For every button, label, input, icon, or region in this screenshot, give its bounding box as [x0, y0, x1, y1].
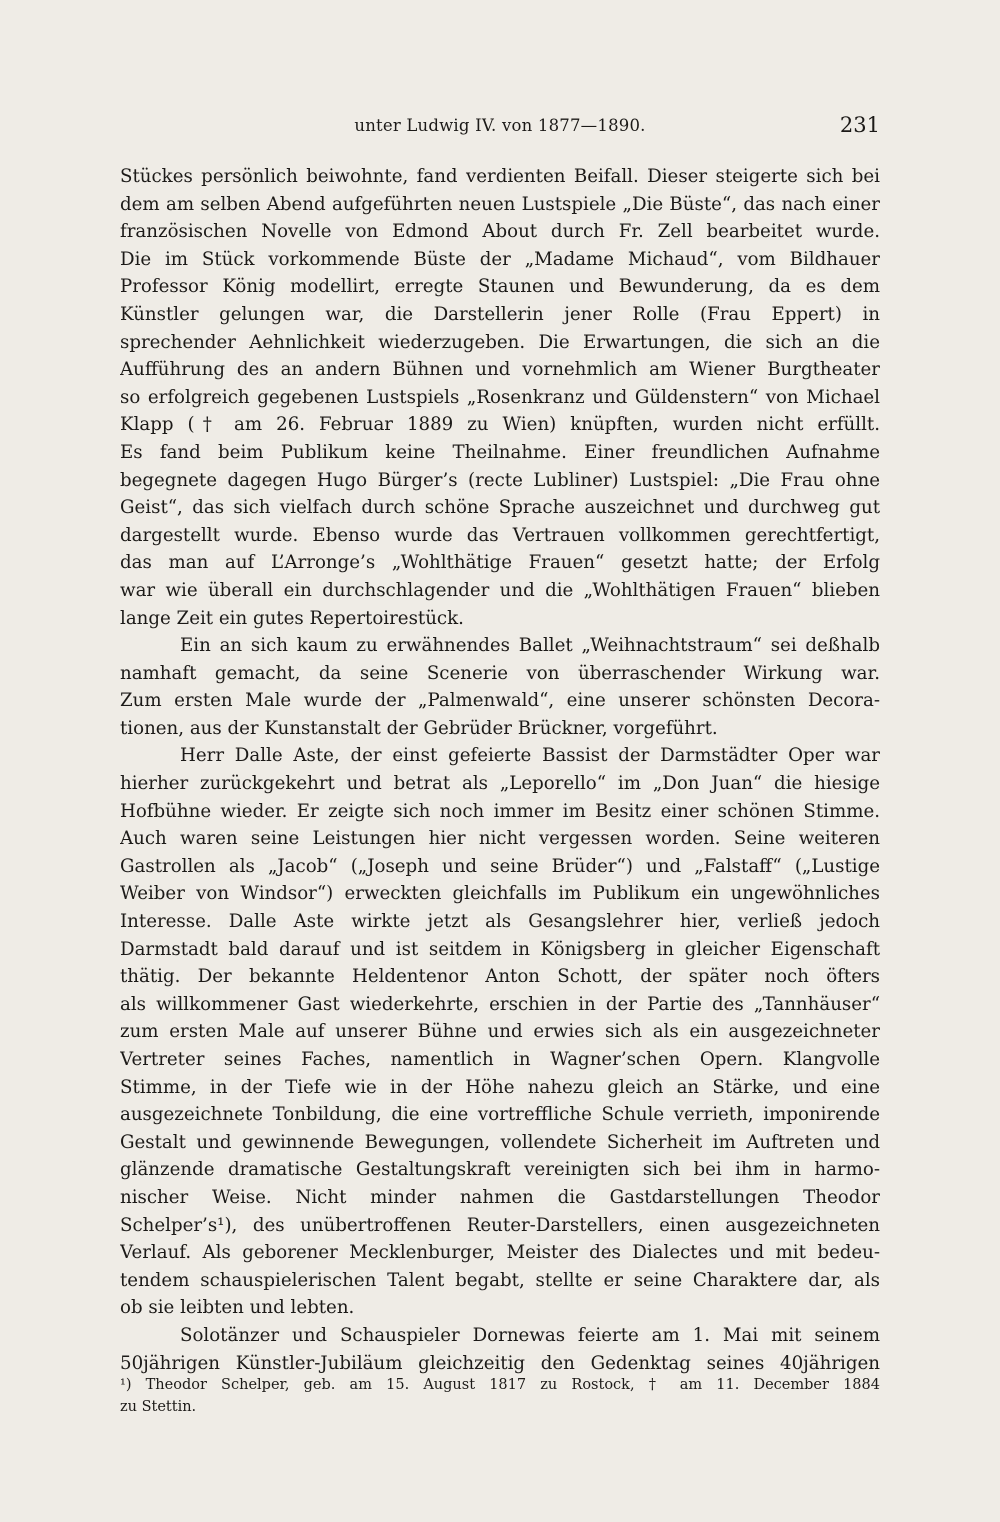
text-line: tionen, aus der Kunstanstalt der Gebrüder Brückner, vorgeführt.: [120, 717, 718, 739]
text-line: 50jährigen Künstler-Jubiläum gleichzeitig den Gedenktag seines 40jährigen: [120, 1352, 880, 1374]
text-line: tendem schauspielerischen Talent begabt, stellte er seine Charaktere dar, als: [120, 1269, 880, 1291]
text-line: Stückes persönlich beiwohnte, fand verdienten Beifall. Dieser steigerte sich bei: [120, 166, 880, 187]
text-line: Professor König modellirt, erregte Staunen und Bewunderung, da es dem: [120, 276, 880, 298]
text-line: Ein an sich kaum zu erwähnendes Ballet „Weihnachtstraum“ sei deßhalb: [180, 635, 880, 657]
text-line: Zum ersten Male wurde der „Palmenwald“, eine unserer schönsten Decora-: [120, 690, 880, 712]
text-line: Geist“, das sich vielfach durch schöne Sprache auszeichnet und durchweg gut: [120, 497, 880, 519]
footnote-line: zu Stettin.: [120, 1399, 197, 1415]
text-line: Es fand beim Publikum keine Theilnahme. Einer freundlichen Aufnahme: [120, 441, 880, 463]
text-line: namhaft gemacht, da seine Scenerie von überraschender Wirkung war.: [120, 662, 880, 684]
footnotes: [120, 1374, 880, 1418]
body-text: [120, 163, 880, 1377]
text-line: zum ersten Male auf unserer Bühne und erwies sich als ein ausgezeichneter: [120, 1021, 880, 1043]
text-line: dargestellt wurde. Ebenso wurde das Vertrauen vollkommen gerechtfertigt,: [120, 524, 880, 546]
text-line: Aufführung des an andern Bühnen und vornehmlich am Wiener Burgtheater: [120, 359, 880, 381]
text-line: französischen Novelle von Edmond About durch Fr. Zell bearbeitet wurde.: [120, 221, 880, 243]
text-line: Schelper’s¹), des unübertroffenen Reuter-Darstellers, einen ausgezeichneten: [120, 1214, 880, 1236]
text-line: thätig. Der bekannte Heldentenor Anton Schott, der später noch öfters: [120, 966, 880, 988]
footnote-line: ¹) Theodor Schelper, geb. am 15. August 1817 zu Rostock, † am 11. December 1884: [120, 1377, 880, 1393]
text-line: Die im Stück vorkommende Büste der „Madame Michaud“, vom Bildhauer: [120, 248, 880, 270]
text-line: lange Zeit ein gutes Repertoirestück.: [120, 607, 464, 629]
text-line: hierher zurückgekehrt und betrat als „Leporello“ im „Don Juan“ die hiesige: [120, 773, 880, 795]
text-line: Gestalt und gewinnende Bewegungen, vollendete Sicherheit im Auftreten und: [120, 1131, 880, 1153]
text-line: nischer Weise. Nicht minder nahmen die Gastdarstellungen Theodor: [120, 1186, 880, 1208]
text-line: glänzende dramatische Gestaltungskraft vereinigten sich bei ihm in harmo-: [120, 1159, 880, 1181]
text-line: Stimme, in der Tiefe wie in der Höhe nahezu gleich an Stärke, und eine: [120, 1076, 880, 1098]
text-line: ausgezeichnete Tonbildung, die eine vortreffliche Schule verrieth, imponirende: [120, 1104, 880, 1126]
text-line: Gastrollen als „Jacob“ („Joseph und seine Brüder“) und „Falstaff“ („Lustige: [120, 855, 880, 877]
text-line: begegnete dagegen Hugo Bürger’s (recte Lubliner) Lustspiel: „Die Frau ohne: [120, 469, 880, 491]
text-line: das man auf L’Arronge’s „Wohlthätige Frauen“ gesetzt hatte; der Erfolg: [120, 552, 880, 574]
running-title: unter Ludwig IV. von 1877—1890.: [354, 116, 646, 135]
text-line: Interesse. Dalle Aste wirkte jetzt als Gesangslehrer hier, verließ jedoch: [120, 911, 880, 933]
page-number: 231: [839, 113, 880, 137]
text-line: Weiber von Windsor“) erweckten gleichfalls im Publikum ein ungewöhnliches: [120, 883, 880, 905]
page-header: [120, 113, 880, 140]
text-line: Künstler gelungen war, die Darstellerin jener Rolle (Frau Eppert) in: [120, 303, 880, 325]
text-line: Solotänzer und Schauspieler Dornewas feierte am 1. Mai mit seinem: [180, 1324, 880, 1346]
text-line: dem am selben Abend aufgeführten neuen Lustspiele „Die Büste“, das nach einer: [120, 193, 880, 215]
text-line: Vertreter seines Faches, namentlich in Wagner’schen Opern. Klangvolle: [120, 1049, 880, 1070]
text-line: Verlauf. Als geborener Mecklenburger, Meister des Dialectes und mit bedeu-: [120, 1242, 880, 1264]
text-line: Auch waren seine Leistungen hier nicht vergessen worden. Seine weiteren: [120, 828, 880, 850]
text-line: Klapp († am 26. Februar 1889 zu Wien) knüpften, wurden nicht erfüllt.: [120, 414, 880, 436]
text-line: ob sie leibten und lebten.: [120, 1297, 355, 1319]
text-line: Hofbühne wieder. Er zeigte sich noch immer im Besitz einer schönen Stimme.: [120, 800, 880, 822]
text-line: als willkommener Gast wiederkehrte, erschien in der Partie des „Tannhäuser“: [120, 993, 880, 1015]
text-line: Herr Dalle Aste, der einst gefeierte Bassist der Darmstädter Oper war: [180, 745, 880, 767]
text-line: Darmstadt bald darauf und ist seitdem in Königsberg in gleicher Eigenschaft: [120, 938, 880, 960]
text-line: sprechender Aehnlichkeit wiederzugeben. Die Erwartungen, die sich an die: [120, 331, 880, 353]
text-line: so erfolgreich gegebenen Lustspiels „Rosenkranz und Güldenstern“ von Michael: [120, 386, 880, 408]
text-line: war wie überall ein durchschlagender und die „Wohlthätigen Frauen“ blieben: [120, 579, 880, 601]
